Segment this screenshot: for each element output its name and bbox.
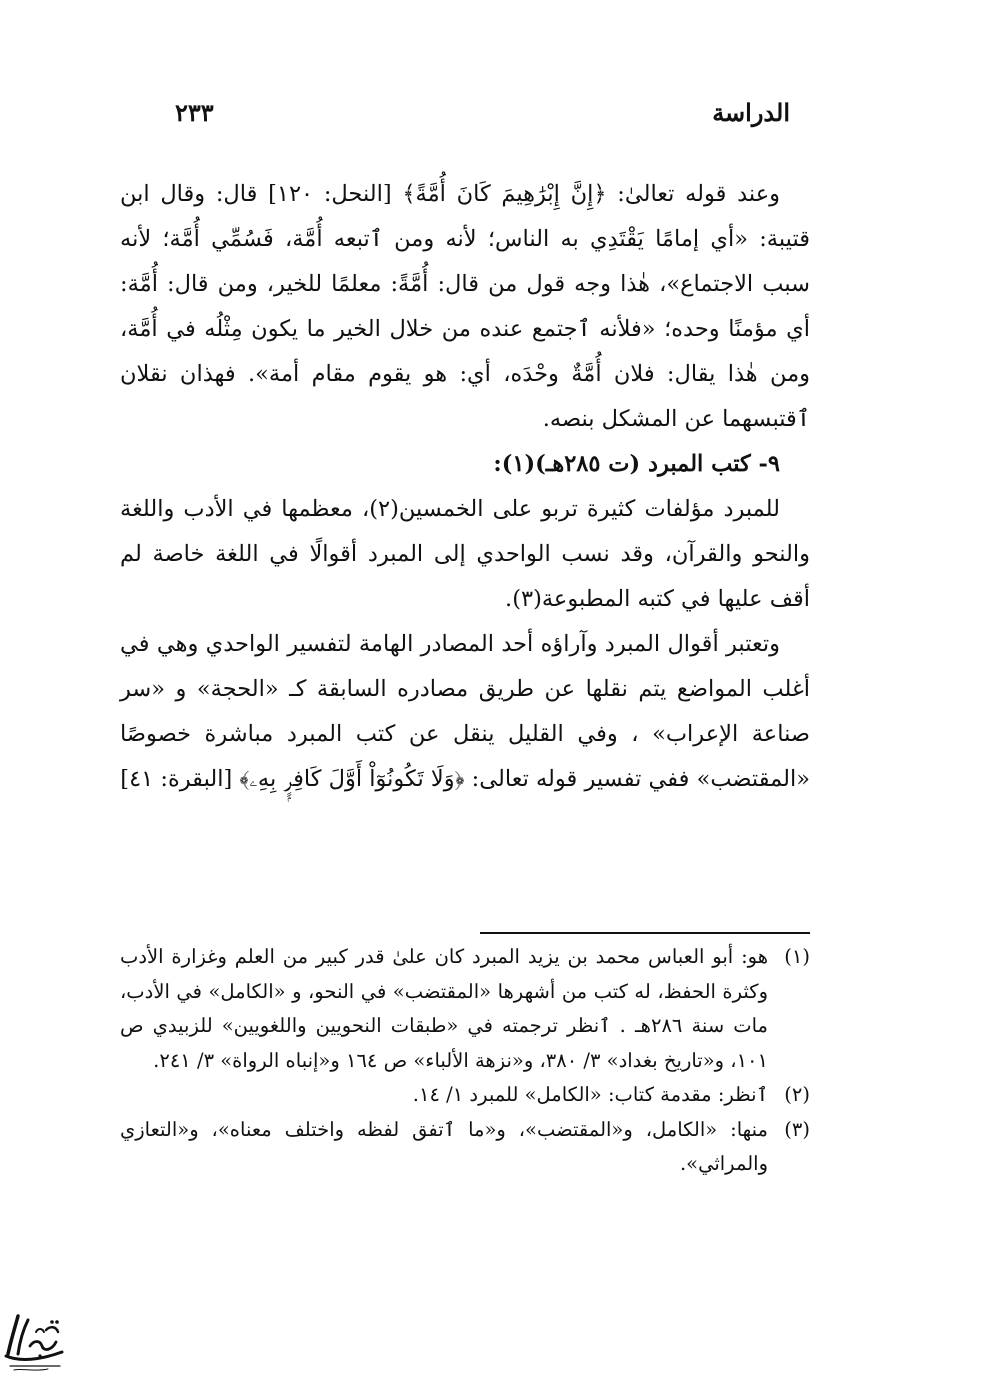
footnote-text: ٱنظر: مقدمة كتاب: «الكامل» للمبرد ١/ ١٤. [412, 1083, 768, 1106]
footnote-text: منها: «الكامل، و«المقتضب»، و«ما ٱتفق لفظه واختلف معناه»، و«التعازي والمراثي». [120, 1117, 768, 1175]
running-title: الدراسة [712, 98, 790, 127]
section-heading: ٩- كتب المبرد (ت ٢٨٥هـ)(١): [493, 451, 780, 477]
paragraph-2: للمبرد مؤلفات كثيرة تربو على الخمسين(٢)، معظمها في الأدب واللغة والنحو والقرآن، وقد نسب الواحدي إلى المبرد أقوالًا في اللغة خاصة لم أقف عليها في كتبه المطبوعة(٣). [120, 496, 810, 612]
main-text [120, 172, 810, 802]
footnote-1 [120, 940, 810, 1078]
footnote-divider [480, 932, 810, 934]
footnote-text: هو: أبو العباس محمد بن يزيد المبرد كان علىٰ قدر كبير من العلم وغزارة الأدب وكثرة الحفظ، له كتب من أشهرها «المقتضب» في النحو، و «الكامل» في الأدب، مات سنة ٢٨٦هـ . ٱنظر ترجمته في «طبقات النحويين واللغويين» للزبيدي ص ١٠١، و«تاريخ بغداد» ٣/ ٣٨٠، و«نزهة الألباء» ص ١٦٤ و«إنباه الرواة» ٣/ ٢٤١. [120, 945, 768, 1072]
footnote-marker: (٢) [784, 1083, 810, 1106]
paragraph-3: وتعتبر أقوال المبرد وآراؤه أحد المصادر الهامة لتفسير الواحدي وهي في أغلب المواضع يتم نقلها عن طريق مصادره السابقة كـ «الحجة» و «سر صناعة الإعراب» ، وفي القليل ينقل عن كتب المبرد مباشرة خصوصًا «المقتضب» ففي تفسير قوله تعالى: ﴿وَلَا تَكُونُوٓاْ أَوَّلَ كَافِرٍۭ بِهِۦ﴾ [البقرة: ٤١] [120, 631, 810, 792]
page-header [150, 98, 840, 138]
footnote-3 [120, 1113, 810, 1182]
footnote-marker: (١) [784, 945, 810, 968]
paragraph-1: وعند قوله تعالىٰ: ﴿إِنَّ إِبْرَٰهِيمَ كَانَ أُمَّةً﴾ [النحل: ١٢٠] قال: وقال ابن قتيبة: «أي إمامًا يَقْتَدِي به الناس؛ لأنه ومن ٱتبعه أُمَّة، فَسُمِّي أُمَّة؛ لأنه سبب الاجتماع»، هٰذا وجه قول من قال: أُمَّةً: معلمًا للخير، ومن قال: أُمَّة: أي مؤمنًا وحده؛ «فلأنه ٱجتمع عنده من خلال الخير ما يكون مِثْلُه في أُمَّة، ومن هٰذا يقال: فلان أُمَّةٌ وحْدَه، أي: هو يقوم مقام أمة». فهذان نقلان ٱقتبسهما عن المشكل بنصه. [120, 181, 810, 432]
footnote-2 [120, 1078, 810, 1113]
footnote-marker: (٣) [784, 1117, 810, 1141]
footnotes [120, 932, 810, 1182]
calligraphy-logo-icon [0, 1306, 70, 1376]
page-number: ٢٣٣ [175, 98, 214, 127]
